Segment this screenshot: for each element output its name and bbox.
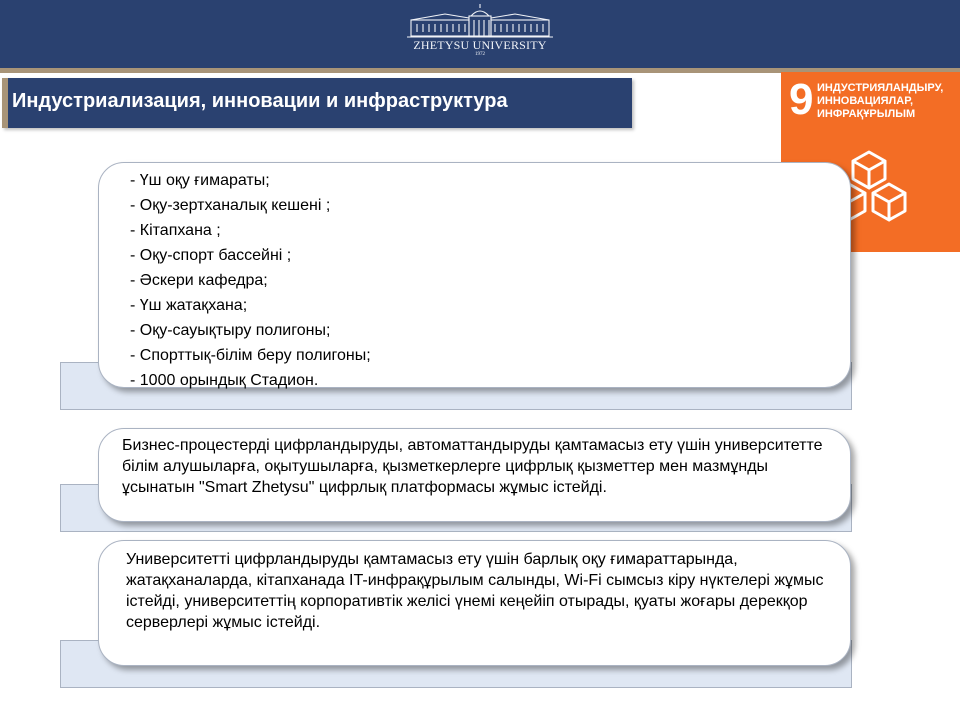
- sdg-number: 9: [789, 75, 814, 124]
- list-item: - Үш жатақхана;: [130, 297, 248, 314]
- university-logo: [390, 2, 570, 66]
- list-item: - Оқу-спорт бассейні ;: [130, 247, 292, 264]
- infrastructure-list: [130, 168, 371, 393]
- university-building-icon: [405, 2, 555, 38]
- it-infrastructure-text: Университетті цифрландыруды қамтамасыз ету үшін барлық оқу ғимараттарында, жатақханаларда, кітапханада IT-инфрақұрылым салынды, Wi-Fi сымсыз кіру нүктелері жұмыс істейді, университеттің корпоративтік желісі үнемі кеңейіп отырады, қуаты жоғары дерекқор серверлері жұмыс істейді.: [126, 551, 824, 631]
- it-infrastructure-box: [98, 540, 851, 666]
- infrastructure-list-box: [98, 162, 851, 388]
- list-item: - Спорттық-білім беру полигоны;: [130, 347, 371, 364]
- header-bar: [0, 0, 960, 68]
- digital-platform-box: [98, 428, 851, 522]
- list-item: - Әскери кафедра;: [130, 272, 268, 289]
- digital-platform-text: Бизнес-процестерді цифрландыруды, автоматтандыруды қамтамасыз ету үшін университетте білім алушыларға, оқытушыларға, қызметкерлерге цифрлық қызметтер мен мазмұнды ұсынатын "Smart Zhetysu" цифрлық платформасы жұмыс істейді.: [122, 437, 823, 496]
- list-item: - 1000 орындық Стадион.: [130, 372, 319, 389]
- slide-title-bar: [2, 78, 632, 128]
- sdg-label: ИНДУСТРИЯЛАНДЫРУ, ИННОВАЦИЯЛАР, ИНФРАҚҰРЫЛЫМ: [817, 82, 944, 120]
- founded-year: 1972: [475, 52, 485, 57]
- title-accent-edge: [2, 78, 8, 128]
- slide-title: Индустриализация, инновации и инфраструктура: [12, 90, 508, 112]
- list-item: - Кітапхана ;: [130, 222, 221, 239]
- list-item: - Оқу-зертханалық кешені ;: [130, 197, 331, 214]
- list-item: - Үш оқу ғимараты;: [130, 172, 270, 189]
- list-item: - Оқу-сауықтыру полигоны;: [130, 322, 331, 339]
- university-name: ZHETYSU UNIVERSITY: [413, 38, 547, 52]
